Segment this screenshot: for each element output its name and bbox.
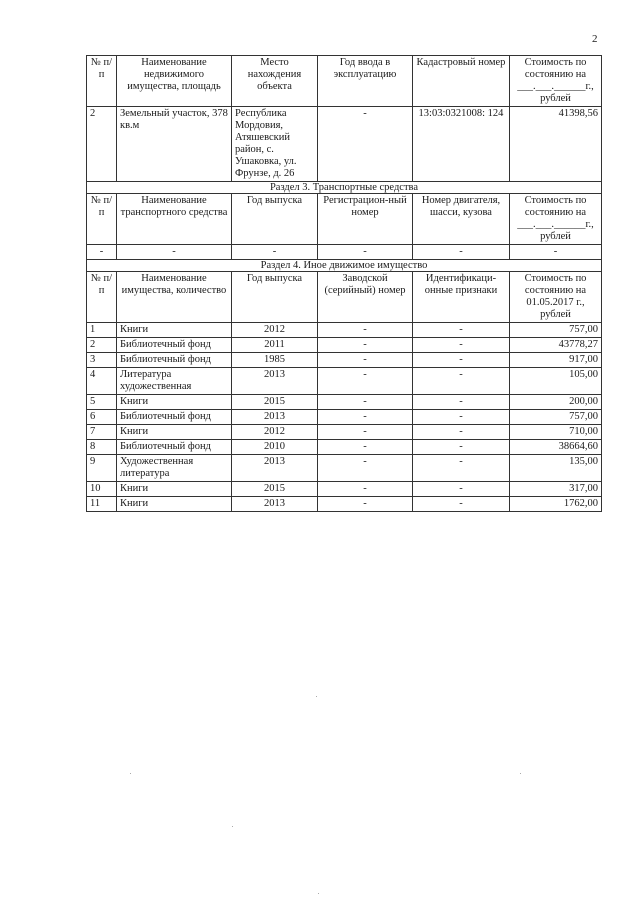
table-cell: 43778,27: [510, 338, 602, 353]
table-cell: 8: [87, 440, 117, 455]
table-cell: Стоимость по состоянию на ___.___.______г., рублей: [510, 56, 602, 107]
table-cell: Год выпуска: [232, 194, 318, 245]
table-cell: Книги: [117, 497, 232, 512]
table-cell: -: [318, 440, 413, 455]
table-cell: -: [318, 455, 413, 482]
table-cell: -: [318, 497, 413, 512]
table-row: [87, 455, 602, 482]
table-cell: -: [318, 353, 413, 368]
table-cell: -: [510, 245, 602, 260]
table-cell: 2: [87, 338, 117, 353]
table-cell: 10: [87, 482, 117, 497]
table-cell: 2013: [232, 497, 318, 512]
table-cell: 38664,60: [510, 440, 602, 455]
table-cell: 2013: [232, 410, 318, 425]
table-cell: Наименование транспортного средства: [117, 194, 232, 245]
table-cell: -: [318, 107, 413, 182]
table-cell: 9: [87, 455, 117, 482]
property-table: [86, 55, 602, 512]
table-cell: -: [318, 410, 413, 425]
table-cell: Номер двигателя, шасси, кузова: [413, 194, 510, 245]
table-cell: Место нахождения объекта: [232, 56, 318, 107]
table-cell: 6: [87, 410, 117, 425]
table-cell: 2010: [232, 440, 318, 455]
table-cell: № п/п: [87, 194, 117, 245]
table-cell: -: [232, 245, 318, 260]
table-cell: Наименование имущества, количество: [117, 272, 232, 323]
section-title: Раздел 4. Иное движимое имущество: [87, 260, 602, 272]
table-cell: Библиотечный фонд: [117, 440, 232, 455]
table-cell: -: [413, 455, 510, 482]
table-cell: 1762,00: [510, 497, 602, 512]
table-cell: -: [318, 338, 413, 353]
table-cell: 135,00: [510, 455, 602, 482]
table-cell: Библиотечный фонд: [117, 338, 232, 353]
table-cell: 41398,56: [510, 107, 602, 182]
section-title-row: [87, 260, 602, 272]
table-cell: -: [413, 410, 510, 425]
table-row: [87, 338, 602, 353]
table-row: [87, 107, 602, 182]
table-cell: -: [413, 338, 510, 353]
table-row: [87, 323, 602, 338]
table-row: [87, 368, 602, 395]
table-cell: 200,00: [510, 395, 602, 410]
table-cell: Год выпуска: [232, 272, 318, 323]
table-cell: -: [413, 353, 510, 368]
table-cell: Библиотечный фонд: [117, 410, 232, 425]
table-cell: Наименование недвижимого имущества, площадь: [117, 56, 232, 107]
table-cell: № п/п: [87, 272, 117, 323]
table-cell: -: [413, 425, 510, 440]
table-cell: № п/п: [87, 56, 117, 107]
table-cell: 7: [87, 425, 117, 440]
table-cell: 13:03:0321008: 124: [413, 107, 510, 182]
table-header-row: [87, 56, 602, 107]
table-cell: 11: [87, 497, 117, 512]
table-row: [87, 425, 602, 440]
table-cell: -: [413, 323, 510, 338]
table-cell: 2015: [232, 395, 318, 410]
table-cell: Земельный участок, 378 кв.м: [117, 107, 232, 182]
table-cell: -: [318, 323, 413, 338]
table-cell: 2015: [232, 482, 318, 497]
table-cell: -: [318, 395, 413, 410]
table-cell: Заводской (серийный) номер: [318, 272, 413, 323]
table-cell: 2012: [232, 323, 318, 338]
table-cell: 2012: [232, 425, 318, 440]
table-cell: -: [413, 482, 510, 497]
table-cell: -: [413, 440, 510, 455]
table-cell: 4: [87, 368, 117, 395]
table-cell: 1: [87, 323, 117, 338]
table-cell: -: [413, 245, 510, 260]
table-row: [87, 482, 602, 497]
table-cell: 710,00: [510, 425, 602, 440]
table-cell: -: [318, 245, 413, 260]
table-cell: Кадастровый номер: [413, 56, 510, 107]
table-cell: 2013: [232, 455, 318, 482]
table-cell: 1985: [232, 353, 318, 368]
section-title: Раздел 3. Транспортные средства: [87, 182, 602, 194]
table-cell: Художественная литература: [117, 455, 232, 482]
table-cell: Библиотечный фонд: [117, 353, 232, 368]
table-cell: Идентификаци-онные признаки: [413, 272, 510, 323]
section-title-row: [87, 182, 602, 194]
table-cell: 3: [87, 353, 117, 368]
table-cell: Книги: [117, 323, 232, 338]
table-cell: -: [413, 497, 510, 512]
table-cell: -: [318, 482, 413, 497]
table-cell: Стоимость по состоянию на 01.05.2017 г., рублей: [510, 272, 602, 323]
table-row: [87, 245, 602, 260]
table-cell: 2011: [232, 338, 318, 353]
table-cell: Республика Мордовия, Атяшевский район, с. Ушаковка, ул. Фрунзе, д. 26: [232, 107, 318, 182]
table-cell: 2: [87, 107, 117, 182]
table-cell: -: [318, 425, 413, 440]
table-cell: Регистрацион-ный номер: [318, 194, 413, 245]
table-cell: Литература художественная: [117, 368, 232, 395]
table-cell: Год ввода в эксплуатацию: [318, 56, 413, 107]
table-cell: 317,00: [510, 482, 602, 497]
table-cell: 757,00: [510, 323, 602, 338]
table-row: [87, 395, 602, 410]
table-cell: -: [413, 395, 510, 410]
table-cell: -: [117, 245, 232, 260]
page-number: 2: [592, 33, 598, 45]
table-header-row: [87, 272, 602, 323]
table-row: [87, 440, 602, 455]
table-row: [87, 410, 602, 425]
table-header-row: [87, 194, 602, 245]
table-cell: 2013: [232, 368, 318, 395]
table-cell: 917,00: [510, 353, 602, 368]
table-cell: 757,00: [510, 410, 602, 425]
table-cell: -: [413, 368, 510, 395]
table-cell: Книги: [117, 425, 232, 440]
table-row: [87, 497, 602, 512]
table-cell: Книги: [117, 482, 232, 497]
table-cell: Книги: [117, 395, 232, 410]
table-cell: 105,00: [510, 368, 602, 395]
table-row: [87, 353, 602, 368]
table-cell: -: [318, 368, 413, 395]
table-cell: 5: [87, 395, 117, 410]
table-cell: Стоимость по состоянию на ___.___.______г., рублей: [510, 194, 602, 245]
table-cell: -: [87, 245, 117, 260]
